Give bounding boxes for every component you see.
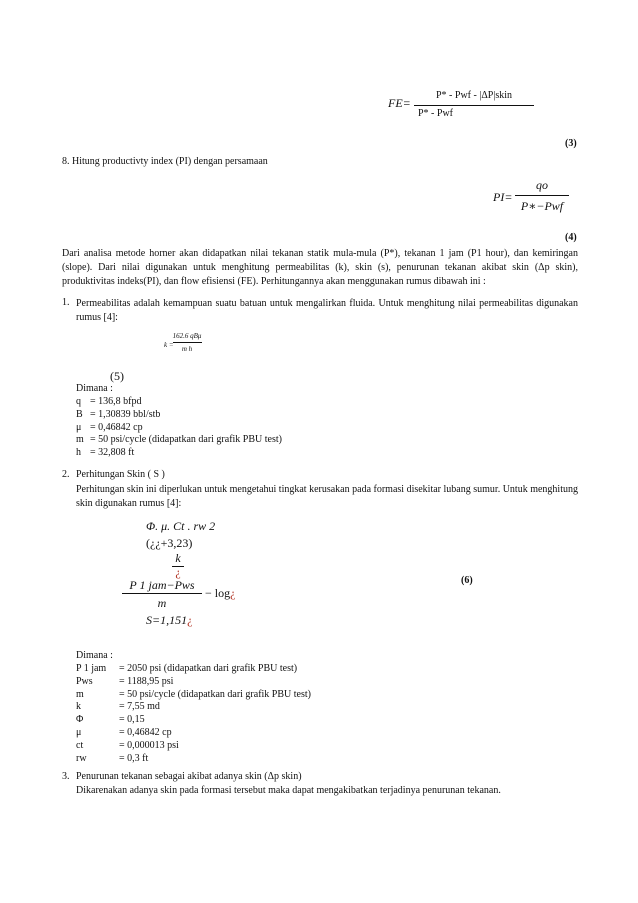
k-fraction-bar — [173, 342, 202, 343]
item-1-number: 1. — [62, 297, 70, 308]
fe-equation-denominator: P* - Pwf — [418, 108, 454, 119]
variable-value: = 7,55 md — [119, 701, 160, 713]
variable-value: = 0,3 ft — [119, 752, 149, 764]
variable-symbol: Pws — [76, 675, 93, 687]
k-equation-denominator: m h — [181, 345, 193, 353]
skin-eq-main-numerator: P 1 jam−Pws — [129, 578, 195, 592]
variable-symbol: m — [76, 434, 84, 446]
item-1-text: Permeabilitas adalah kemampuan suatu batuan untuk mengalirkan fluida. Untuk menghitung nilai permeabilitas digunakan rumus [4]: — [76, 298, 578, 323]
variable-row — [76, 409, 282, 422]
item-1-dimana: Dimana : — [76, 383, 113, 394]
skin-eq-result-glyph: ¿ — [187, 613, 193, 627]
equation-number-6: (6) — [461, 575, 473, 586]
variable-value: = 136,8 bfpd — [90, 396, 142, 407]
variable-row — [76, 689, 311, 702]
skin-eq-log-text: − log — [205, 586, 231, 600]
item-2-number: 2. — [62, 469, 70, 480]
skin-eq-main-denominator: m — [157, 596, 167, 610]
pi-equation-denominator: P∗−Pwf — [520, 199, 564, 213]
variable-row — [76, 753, 311, 766]
item-3-number: 3. — [62, 771, 70, 782]
variable-symbol: q — [76, 396, 81, 407]
fe-equation-lhs: FE= — [388, 96, 411, 110]
variable-symbol: k — [76, 701, 81, 713]
equation-number-3: (3) — [565, 138, 577, 149]
intro-paragraph: Dari analisa metode horner akan didapatkan nilai tekanan statik mula-mula (P*), tekanan 1 jam (P1 hour), dan kemiringan (slope). Dari nilai digunakan untuk menghitung permeabilitas (k), skin (s), penurunan tekanan akibat skin (Δp skin), produktivitas indeks(PI), dan flow efisiensi (FE). Perhitungannya akan menggunakan rumus dibawah ini : — [62, 248, 578, 287]
variable-row — [76, 701, 311, 714]
skin-eq-log-glyph: ¿ — [230, 586, 236, 600]
variable-symbol: μ — [76, 726, 82, 738]
skin-eq-result: S=1,151 — [146, 613, 188, 627]
k-equation-numerator: 162.6 qBμ — [172, 332, 202, 340]
fe-fraction-bar — [414, 105, 534, 106]
variable-symbol: μ — [76, 421, 82, 433]
item-2-variables — [76, 663, 311, 765]
pi-fraction-bar — [515, 195, 569, 196]
variable-row — [76, 447, 282, 460]
item-2-text: Perhitungan skin ini diperlukan untuk mengetahui tingkat kerusakan pada formasi disekitar lubang sumur. Untuk menghitung skin digunakan rumus [4]: — [76, 484, 578, 509]
variable-symbol: P 1 jam — [76, 663, 107, 674]
variable-symbol: Φ — [76, 714, 84, 726]
pi-equation-numerator: qo — [536, 178, 548, 192]
variable-value: = 50 psi/cycle (didapatkan dari grafik PBU test) — [90, 434, 282, 446]
variable-value: = 1188,95 psi — [119, 675, 174, 687]
skin-eq-line2: (¿¿+3,23) — [146, 536, 193, 550]
variable-value: = 1,30839 bbl/stb — [90, 408, 161, 420]
item-2-dimana: Dimana : — [76, 650, 113, 661]
variable-value: = 0,15 — [119, 714, 145, 726]
variable-row — [76, 434, 282, 447]
skin-eq-k-denominator: ¿ — [175, 565, 181, 579]
skin-eq-line1: Φ. μ. Ct . rw 2 — [146, 519, 216, 533]
variable-symbol: ct — [76, 739, 84, 751]
skin-eq-line5 — [146, 613, 192, 628]
variable-row — [76, 663, 311, 676]
item-1-variables — [76, 396, 282, 460]
item-8-text: 8. Hitung productivty index (PI) dengan persamaan — [62, 156, 268, 167]
variable-value: = 0,46842 cp — [119, 726, 172, 738]
variable-row — [76, 422, 282, 435]
equation-number-4: (4) — [565, 232, 577, 243]
item-3-text: Dikarenakan adanya skin pada formasi tersebut maka dapat mengakibatkan terjadinya penurunan tekanan. — [76, 785, 501, 796]
skin-eq-main-bar — [122, 593, 202, 594]
skin-eq-k-numerator: k — [175, 551, 181, 565]
variable-row — [76, 727, 311, 740]
variable-row — [76, 676, 311, 689]
variable-value: = 32,808 ft — [90, 447, 135, 459]
variable-symbol: rw — [76, 752, 87, 764]
variable-value: = 0,000013 psi — [119, 739, 179, 751]
variable-row — [76, 714, 311, 727]
item-2-heading: Perhitungan Skin ( S ) — [76, 469, 165, 480]
equation-number-5: (5) — [110, 369, 124, 383]
variable-row — [76, 740, 311, 753]
item-3-heading: Penurunan tekanan sebagai akibat adanya skin (Δp skin) — [76, 771, 302, 782]
variable-value: = 0,46842 cp — [90, 421, 143, 433]
skin-eq-log — [205, 586, 235, 601]
variable-symbol: m — [76, 688, 84, 700]
variable-symbol: h — [76, 447, 81, 459]
pi-equation-lhs: PI= — [493, 190, 513, 204]
variable-value: = 2050 psi (didapatkan dari grafik PBU test) — [119, 663, 298, 674]
variable-row — [76, 396, 282, 409]
variable-value: = 50 psi/cycle (didapatkan dari grafik PBU test) — [119, 688, 311, 700]
variable-symbol: B — [76, 408, 83, 420]
fe-equation-numerator: P* - Pwf - |ΔP|skin — [435, 90, 512, 101]
k-equation-lhs: k = — [164, 341, 174, 349]
